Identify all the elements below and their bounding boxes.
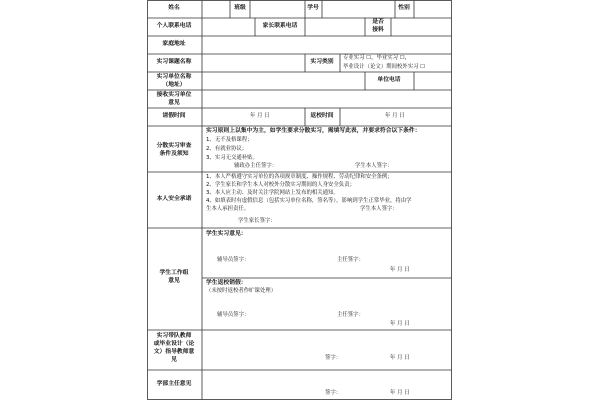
class-label: 班级 (234, 5, 246, 11)
internship-type-options-line1: 专业实习 ☐，毕业实习 ☐， (343, 55, 410, 61)
accepted-label-line1: 是否 (372, 19, 384, 25)
receiving-opinion-label-line1: 接收实习单位 (156, 92, 192, 98)
return-cancel-leave-note: （未按时返校者作旷课处理） (206, 288, 277, 294)
safety-item-3: 3、本人应主动、及时关注学院网站上发布的相关通知。 (206, 190, 339, 196)
counselor-sign-label: 辅导员签字： (217, 257, 250, 263)
advisor-label-line3: 文）指导教师意 (153, 349, 195, 355)
advisor-label-line2: 或毕业设计（论 (153, 341, 195, 347)
return-cancel-leave-title: 学生返校销假： (206, 280, 247, 286)
counselor-office-sign-label: 辅政办主任签字： (234, 163, 278, 169)
parent-phone-label: 家长联系电话 (262, 23, 298, 29)
internship-opinion-date: 年 月 日 (390, 267, 410, 273)
dept-head-sign-label: 签字： (325, 390, 342, 396)
dept-head-label: 学部主任意见 (156, 381, 192, 387)
return-date-placeholder: 年 月 日 (385, 113, 405, 119)
name-label: 姓名 (168, 5, 180, 11)
safety-item-5: 生本人承担责任。 (206, 206, 250, 212)
return-time-label: 返校时间 (310, 113, 334, 119)
accepted-label-line2: 接料 (372, 27, 384, 33)
safety-item-4: 4、如填表时有虚假信息（包括实习单位名称，签名等），影响到学生正常毕业，将由学 (206, 198, 412, 204)
director-sign-label: 主任签字： (337, 257, 364, 263)
course-name-label: 实习课题名称 (156, 59, 192, 65)
advisor-date: 年 月 日 (390, 355, 410, 361)
work-group-label-line1: 学生工作组 (159, 270, 189, 276)
advisor-label-line1: 实习带队教师 (156, 333, 192, 339)
scatter-condition-1: 1、无不及格课程； (206, 137, 253, 143)
internship-type-label: 实习类别 (310, 59, 334, 65)
parent-sign-label: 学生家长签字： (238, 218, 276, 224)
scatter-condition-3: 3、实习无交通补贴。 (206, 155, 258, 161)
student-sign-label: 学生本人签字： (355, 163, 393, 169)
gender-label: 性别 (398, 5, 410, 11)
home-address-label: 家庭地址 (162, 41, 186, 47)
scatter-review-label-line1: 分散实习审查 (156, 143, 192, 149)
unit-name-label-line2: （地址） (162, 82, 186, 88)
advisor-label-line4: 见 (171, 357, 177, 363)
unit-phone-label: 单位电话 (377, 77, 401, 83)
return-date: 年 月 日 (390, 321, 410, 327)
unit-name-label-line1: 实习单位名称 (156, 74, 192, 80)
return-counselor-sign-label: 辅导员签字： (217, 312, 250, 318)
advisor-sign-label: 签字： (325, 355, 342, 361)
dept-head-date: 年 月 日 (390, 390, 410, 396)
return-director-sign-label: 主任签字： (337, 312, 364, 318)
student-id-label: 学号 (307, 5, 319, 11)
safety-item-2: 2、学生家长和学生本人对校外分散实习期间的人身安全负责； (206, 182, 355, 188)
safety-item-1: 1、本人严格遵守实习单位的各项规章制度、操作规程、劳动纪律和安全条例； (206, 174, 393, 180)
personal-phone-label: 个人联系电话 (156, 23, 192, 29)
scatter-review-label-line2: 条件及须知 (159, 151, 189, 157)
scatter-condition-2: 2、有就业协议； (206, 146, 248, 152)
pledge-student-sign-label: 学生本人签字： (360, 206, 398, 212)
receiving-opinion-label-line2: 意见 (168, 100, 180, 106)
internship-type-options-line2: 毕业设计（论文）期间校外实习 ☐ (343, 64, 426, 70)
leave-time-label: 请假时间 (162, 113, 186, 119)
internship-opinion-title: 学生实习意见： (206, 231, 247, 237)
work-group-label-line2: 意见 (168, 278, 180, 284)
safety-pledge-label: 本人安全承诺 (156, 196, 192, 202)
leave-date-placeholder: 年 月 日 (250, 113, 270, 119)
scatter-review-heading: 实习原则上以集中为主，如学生要求分散实习，需填写此表，并要求符合以下条件： (206, 128, 421, 134)
